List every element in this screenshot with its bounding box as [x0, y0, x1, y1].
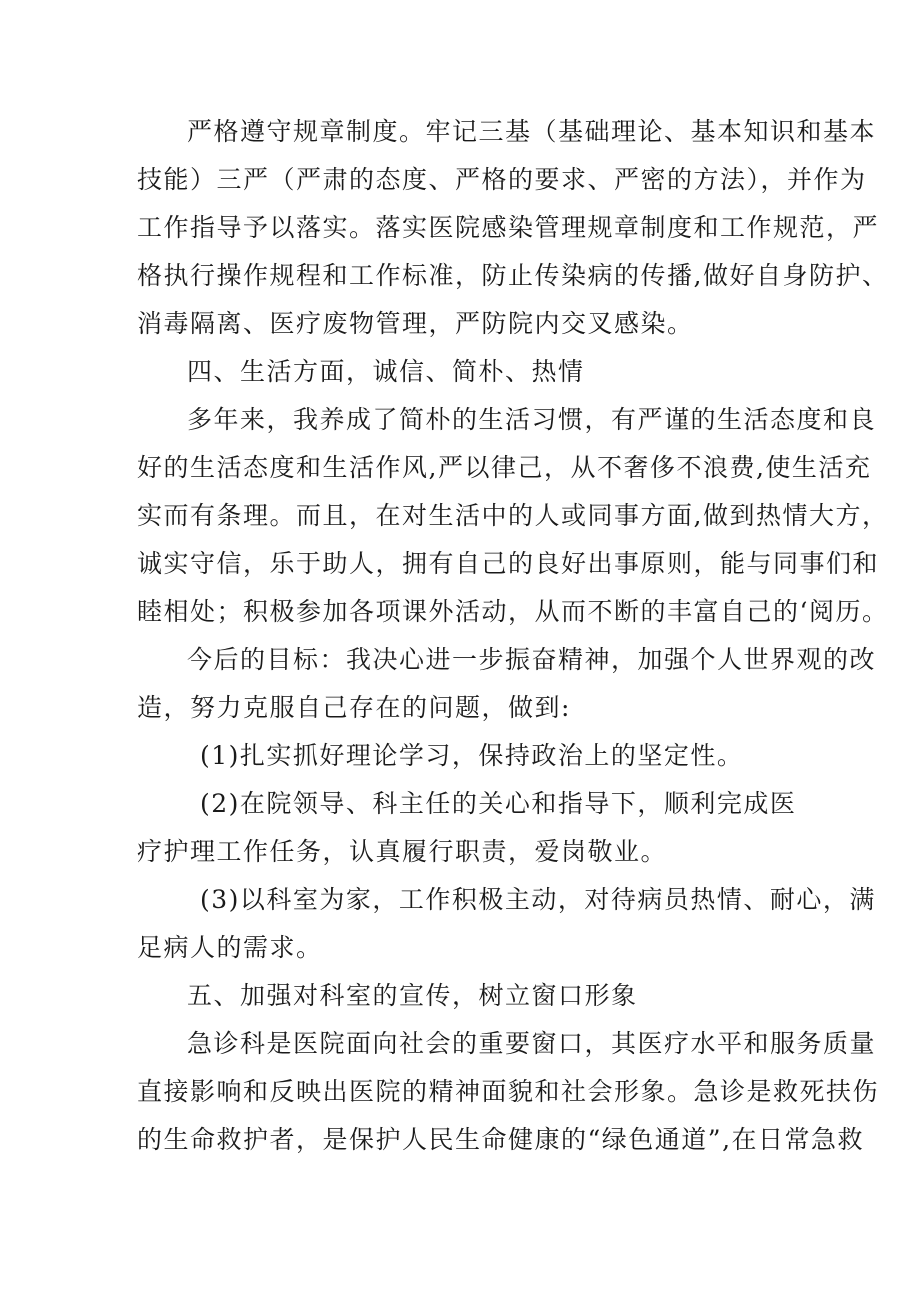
text-line: 消毒隔离、医疗废物管理，严防院内交叉感染。 [137, 309, 694, 338]
text-line: 今后的目标：我决心进一步振奋精神，加强个人世界观的改 [187, 645, 877, 674]
text-line: 造，努力克服自己存在的问题，做到: [137, 693, 571, 722]
text-line: 好的生活态度和生活作风,严以律己，从不奢侈不浪费,使生活充 [137, 453, 872, 482]
list-item: (3)以科室为家，工作积极主动，对待病员热情、耐心，满 [200, 885, 876, 914]
list-item: (1)扎实抓好理论学习，保持政治上的坚定性。 [200, 741, 744, 770]
section-heading: 四、生活方面，诚信、简朴、热情 [187, 357, 585, 386]
text-line: 疗护理工作任务，认真履行职责，爱岗敬业。 [137, 837, 668, 866]
text-line: 直接影响和反映出医院的精神面貌和社会形象。急诊是救死扶伤 [137, 1077, 880, 1106]
text-line: 足病人的需求。 [137, 933, 323, 962]
text-line: 急诊科是医院面向社会的重要窗口，其医疗水平和服务质量 [187, 1029, 877, 1058]
text-line: 格执行操作规程和工作标准，防止传染病的传播,做好自身防护、 [137, 261, 889, 290]
text-line: 工作指导予以落实。落实医院感染管理规章制度和工作规范，严 [137, 213, 880, 242]
text-line: 严格遵守规章制度。牢记三基（基础理论、基本知识和基本 [187, 117, 877, 146]
text-line: 诚实守信，乐于助人，拥有自己的良好出事原则，能与同事们和 [137, 549, 880, 578]
text-line: 技能）三严（严肃的态度、严格的要求、严密的方法），并作为 [137, 165, 867, 194]
list-item: (2)在院领导、科主任的关心和指导下，顺利完成医 [200, 789, 797, 818]
text-line: 多年来，我养成了简朴的生活习惯，有严谨的生活态度和良 [187, 405, 877, 434]
text-line: 睦相处；积极参加各项课外活动，从而不断的丰富自己的‘阅历。 [137, 597, 889, 626]
section-heading: 五、加强对科室的宣传，树立窗口形象 [187, 981, 638, 1010]
text-line: 实而有条理。而且，在对生活中的人或同事方面,做到热情大方， [137, 501, 889, 530]
text-line: 的生命救护者，是保护人民生命健康的“绿色通道”,在日常急救 [137, 1125, 865, 1154]
